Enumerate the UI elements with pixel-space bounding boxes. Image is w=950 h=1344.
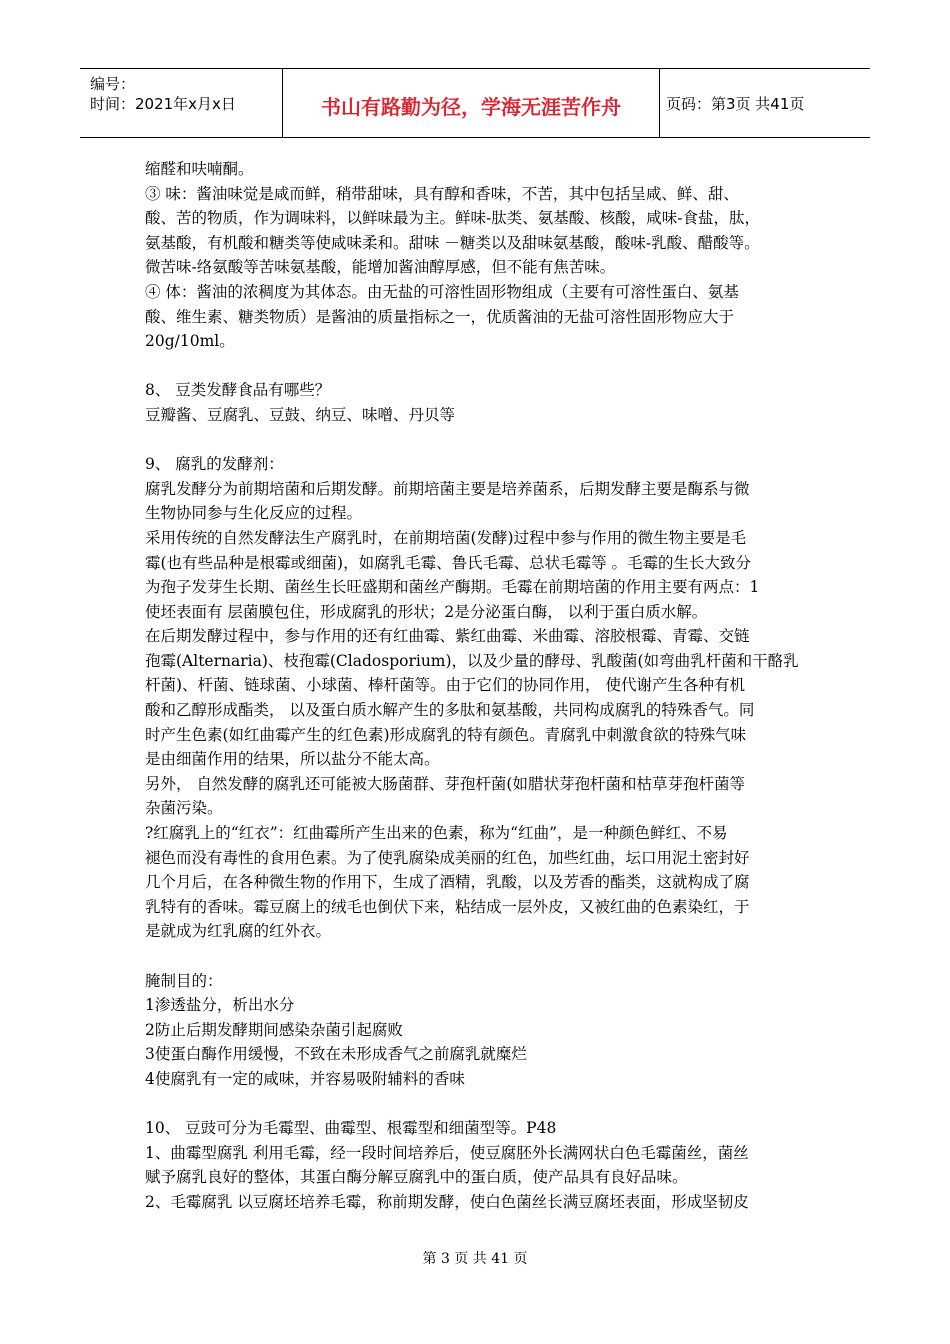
body-text-line: 杆菌)、杆菌、链球菌、小球菌、棒杆菌等。由于它们的协同作用， 使代谢产生各种有机 (145, 676, 745, 695)
body-text-line: 时产生色素(如红曲霉产生的红色素)形成腐乳的特有颜色。青腐乳中刺激食欲的特殊气味 (145, 725, 747, 744)
document-date-label: 时间：2021年x月x日 (90, 95, 236, 113)
body-text-line: 在后期发酵过程中，参与作用的还有红曲霉、紫红曲霉、米曲霉、溶胶根霉、青霉、交链 (145, 627, 750, 646)
document-body (145, 157, 820, 1215)
body-text-line: 10、 豆豉可分为毛霉型、曲霉型、根霉型和细菌型等。P48 (145, 1119, 557, 1138)
body-text-line: 1、曲霉型腐乳 利用毛霉，经一段时间培养后，使豆腐胚外长满网状白色毛霉菌丝，菌丝 (145, 1143, 749, 1162)
body-text-line: 是由细菌作用的结果，所以盐分不能太高。 (145, 750, 440, 769)
body-text-line: 另外， 自然发酵的腐乳还可能被大肠菌群、芽孢杆菌(如腊状芽孢杆菌和枯草芽孢杆菌等 (145, 774, 745, 793)
body-text-line: 褪色而没有毒性的食用色素。为了使乳腐染成美丽的红色，加些红曲，坛口用泥土密封好 (145, 848, 750, 867)
body-text-line: 酸、维生素、糖类物质）是酱油的质量指标之一，优质酱油的无盐可溶性固形物应大于 (145, 307, 735, 326)
body-text-line: 孢霉(Alternaria)、枝孢霉(Cladosporium)，以及少量的酵母、乳酸菌(如弯曲乳杆菌和干酪乳 (145, 651, 799, 670)
page-footer: 第 3 页 共 41 页 (422, 1251, 528, 1267)
blank-line (145, 428, 820, 453)
body-text-line: 使坯表面有 层菌膜包住，形成腐乳的形状；2是分泌蛋白酶， 以利于蛋白质水解。 (145, 602, 708, 621)
header-page-cell (660, 69, 870, 137)
header-motto-cell (283, 69, 660, 137)
body-text-line: 氨基酸，有机酸和糖类等使咸味柔和。甜味 －糖类以及甜味氨基酸，酸味-乳酸、醋酸等。 (145, 233, 760, 252)
blank-line (145, 354, 820, 379)
blank-line (145, 1092, 820, 1117)
body-text-line: 3使蛋白酶作用缓慢，不致在未形成香气之前腐乳就糜烂 (145, 1045, 527, 1064)
body-text-line: 微苦味-络氨酸等苦味氨基酸，能增加酱油醇厚感，但不能有焦苦味。 (145, 258, 616, 277)
body-text-line: 2防止后期发酵期间感染杂菌引起腐败 (145, 1020, 403, 1039)
body-text-line: 1渗透盐分，析出水分 (145, 996, 295, 1015)
header-meta-cell (80, 69, 283, 137)
body-text-line: 腌制目的： (145, 971, 223, 990)
body-text-line: 8、 豆类发酵食品有哪些？ (145, 381, 331, 400)
body-text-line: 缩醛和呋喃酮。 (145, 160, 254, 178)
blank-line (145, 944, 820, 969)
body-text-line: 酸、苦的物质，作为调味料，以鲜味最为主。鲜味-肽类、氨基酸、核酸，咸味-食盐，肽， (145, 209, 760, 228)
body-text-line: ?红腐乳上的“红衣”：红曲霉所产生出来的色素，称为“红曲”，是一种颜色鲜红、不易 (145, 824, 728, 843)
body-text-line: 酸和乙醇形成酯类， 以及蛋白质水解产生的多肽和氨基酸，共同构成腐乳的特殊香气。同 (145, 701, 755, 720)
body-text-line: 是就成为红乳腐的红外衣。 (145, 922, 332, 941)
body-text-line: ③ 味：酱油味觉是咸而鲜，稍带甜味，具有醇和香味，不苦，其中包括呈咸、鲜、甜、 (145, 184, 739, 203)
body-text-line: 20g/10ml。 (145, 332, 235, 351)
header-motto: 书山有路勤为径，学海无涯苦作舟 (321, 95, 621, 119)
body-text-line: 采用传统的自然发酵法生产腐乳时，在前期培菌(发酵)过程中参与作用的微生物主要是毛 (145, 528, 747, 547)
body-text-line: 乳特有的香味。霉豆腐上的绒毛也倒伏下来，粘结成一层外皮，又被红曲的色素染红，于 (145, 897, 750, 916)
header-page-info: 页码：第3页 共41页 (666, 95, 805, 113)
body-text-line: 杂菌污染。 (145, 799, 223, 818)
body-text-line: 赋予腐乳良好的整体，其蛋白酶分解豆腐乳中的蛋白质，使产品具有良好品味。 (145, 1168, 688, 1187)
document-number-label: 编号： (90, 75, 136, 93)
page-header (80, 68, 870, 138)
body-text-line: 霉(也有些品种是根霉或细菌)，如腐乳毛霉、鲁氏毛霉、总状毛霉等 。毛霉的生长大致分 (145, 553, 752, 572)
body-text-line: ④ 体：酱油的浓稠度为其体态。由无盐的可溶性固形物组成（主要有可溶性蛋白、氨基 (145, 282, 739, 301)
body-text-line: 2、毛霉腐乳 以豆腐坯培养毛霉，称前期发酵，使白色菌丝长满豆腐坯表面，形成坚韧皮 (145, 1192, 749, 1211)
body-text-line: 生物协同参与生化反应的过程。 (145, 504, 363, 523)
body-text-line: 豆瓣酱、豆腐乳、豆鼓、纳豆、味噌、丹贝等 (145, 405, 456, 424)
body-text-line: 为孢子发芽生长期、菌丝生长旺盛期和菌丝产酶期。毛霉在前期培菌的作用主要有两点：1 (145, 578, 760, 597)
body-text-line: 4使腐乳有一定的咸味，并容易吸附辅料的香味 (145, 1069, 465, 1088)
body-text-line: 几个月后，在各种微生物的作用下，生成了酒精，乳酸，以及芳香的酯类，这就构成了腐 (145, 873, 750, 892)
body-text-line: 9、 腐乳的发酵剂： (145, 455, 284, 474)
body-text-line: 腐乳发酵分为前期培菌和后期发酵。前期培菌主要是培养菌系，后期发酵主要是酶系与微 (145, 479, 750, 498)
